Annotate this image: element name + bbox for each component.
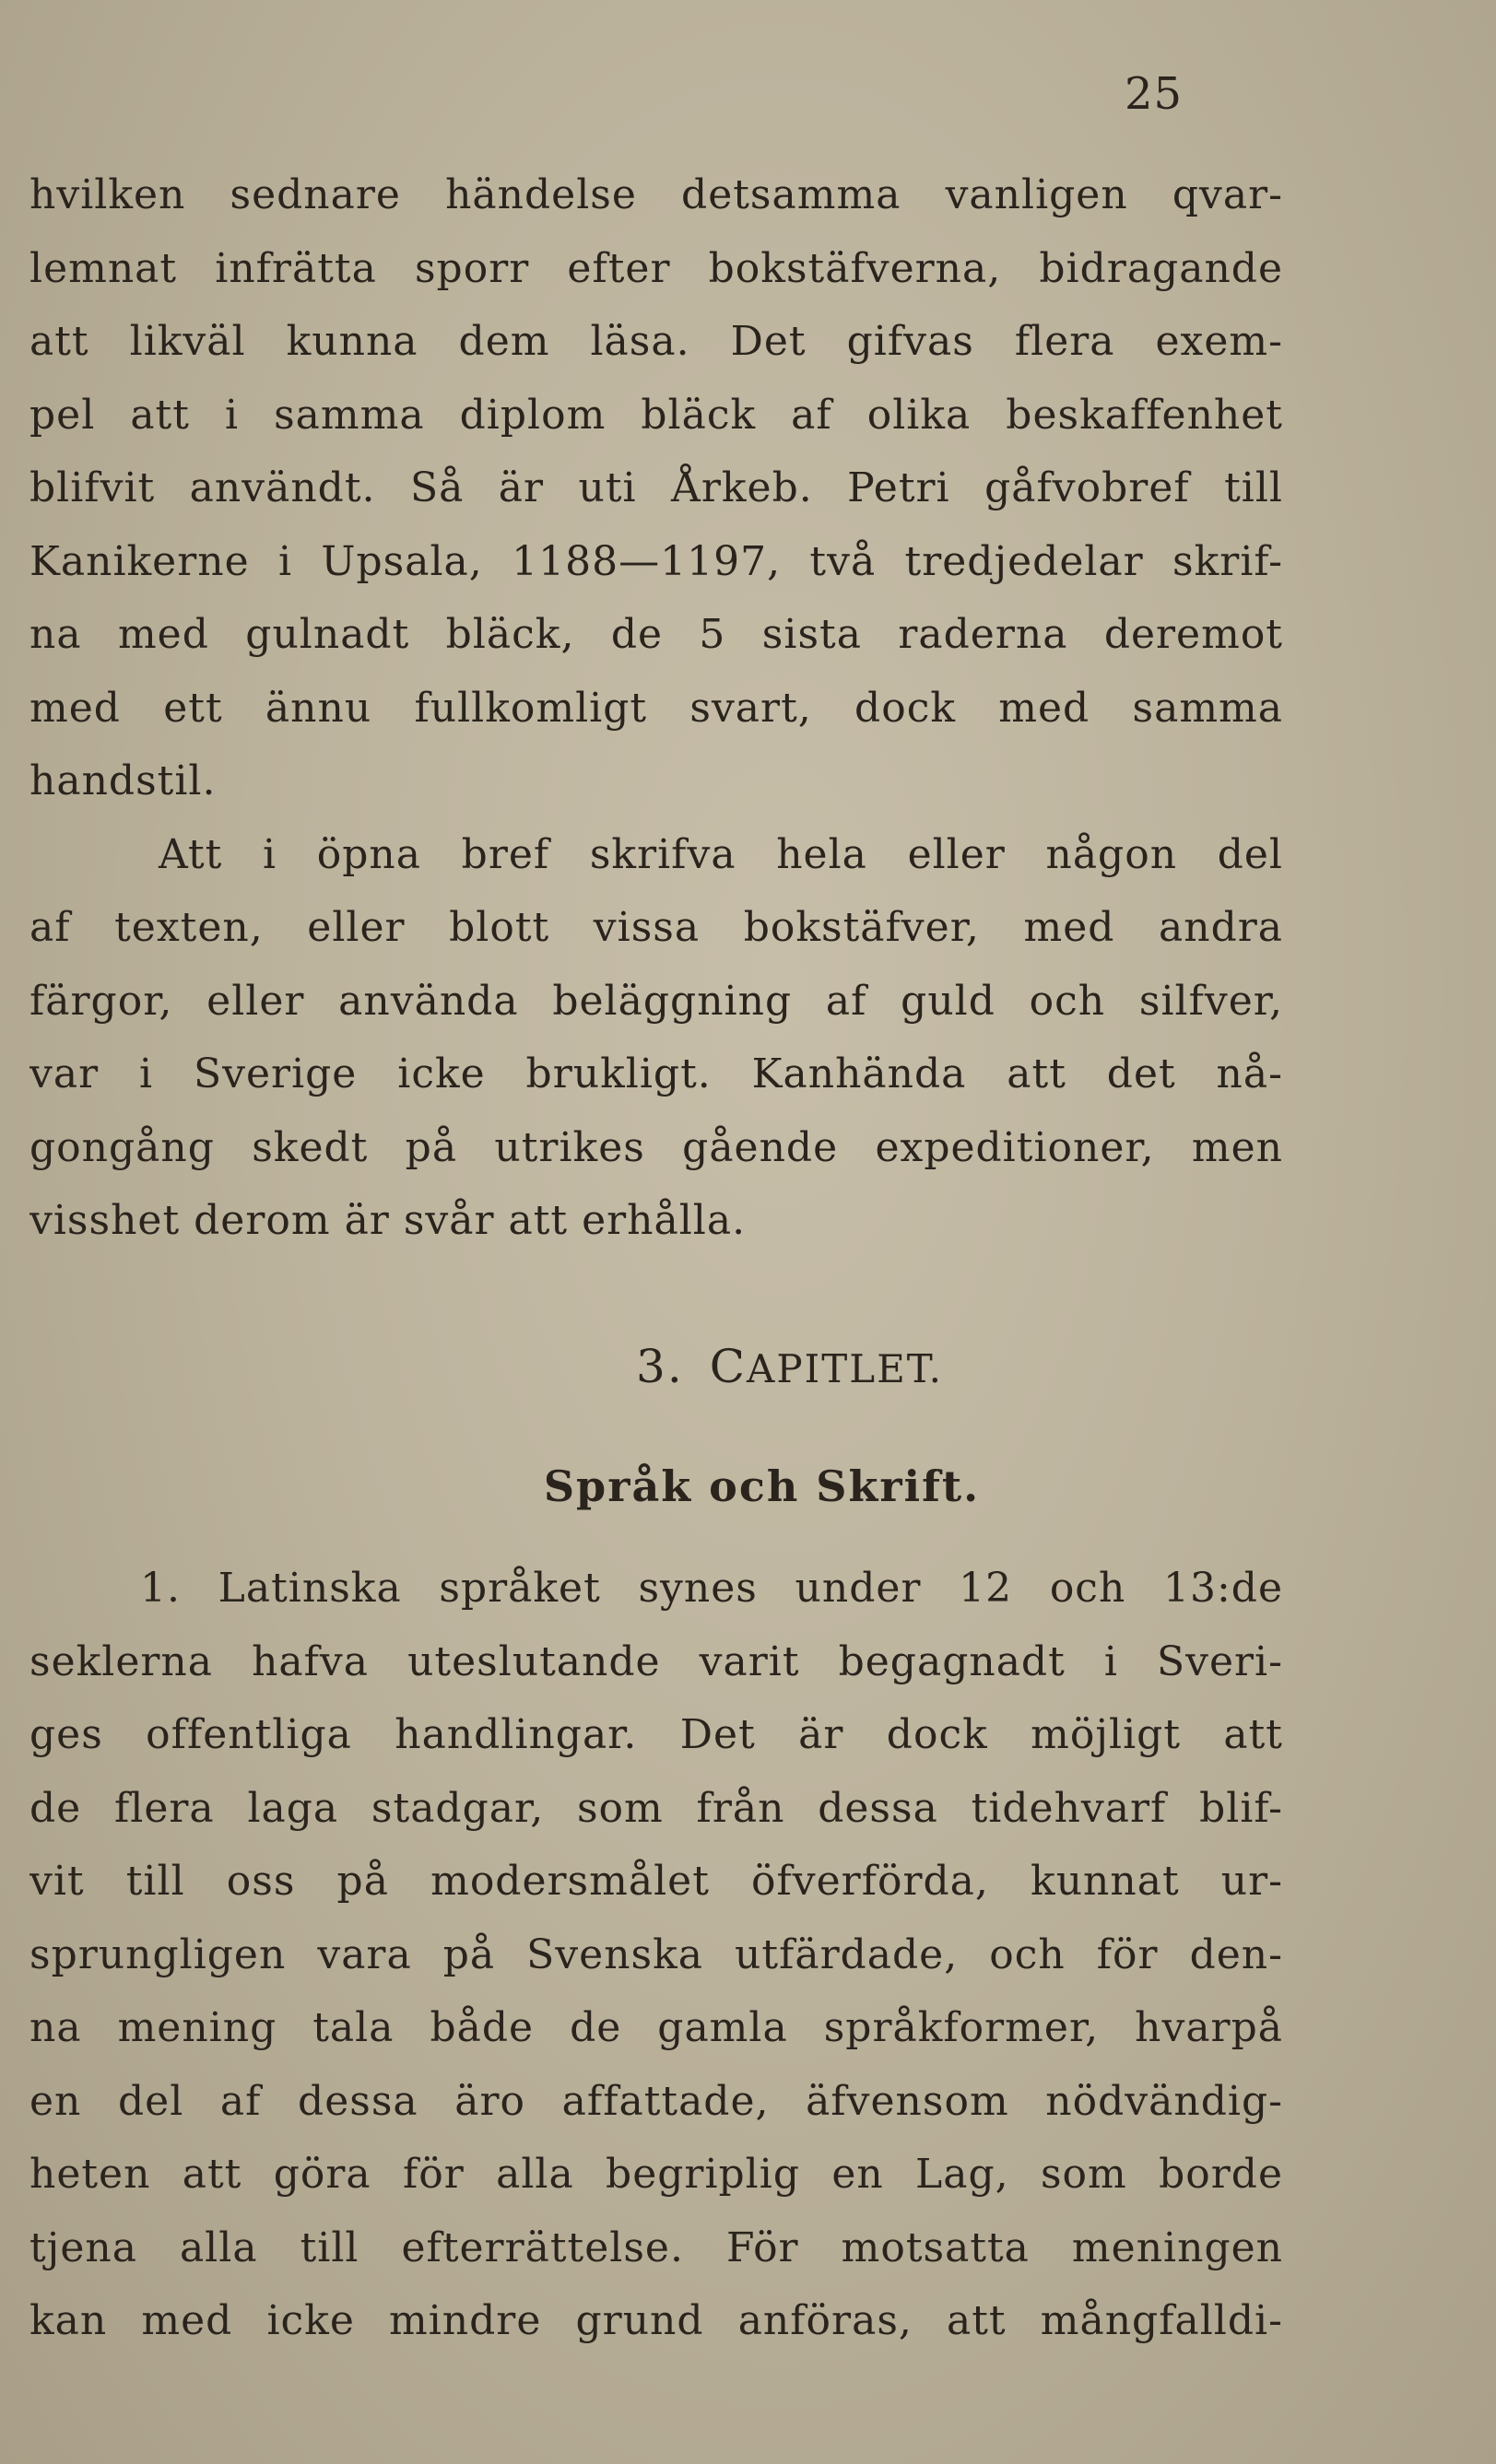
text-line: af texten, eller blott vissa bokstäfver, med andra	[29, 904, 1283, 951]
text-line: blifvit användt. Så är uti Årkeb. Petri gåfvobref till	[29, 464, 1283, 511]
text-line: visshet derom är svår att erhålla.	[29, 1197, 747, 1244]
text-line: pel att i samma diplom bläck af olika beskaffenhet	[29, 391, 1283, 439]
text-line: en del af dessa äro affattade, äfvensom nödvändig-	[29, 2077, 1283, 2125]
text-line: heten att göra för alla begriplig en Lag, som borde	[29, 2151, 1283, 2198]
text-line: var i Sverige icke brukligt. Kanhända att det nå-	[29, 1050, 1283, 1097]
chapter-heading	[0, 1340, 1496, 1393]
text-block-bottom	[29, 1552, 1283, 2358]
chapter-title-rest: APITLET.	[747, 1346, 943, 1391]
text-line: färgor, eller använda beläggning af guld och silfver,	[29, 977, 1283, 1025]
text-block-top	[29, 158, 1283, 1258]
text-line: med ett ännu fullkomligt svart, dock med samma	[29, 684, 1283, 732]
text-line: gongång skedt på utrikes gående expeditioner, men	[29, 1123, 1283, 1171]
text-line: na mening tala både de gamla språkformer, hvarpå	[29, 2004, 1283, 2051]
text-line: seklerna hafva uteslutande varit begagnadt i Sveri-	[29, 1637, 1283, 1685]
text-line: ges offentliga handlingar. Det är dock möjligt att	[29, 1711, 1283, 1758]
text-line: sprungligen vara på Svenska utfärdade, och för den-	[29, 1930, 1283, 1978]
text-line: tjena alla till efterrättelse. För motsatta meningen	[29, 2223, 1283, 2271]
chapter-title-initial: C	[709, 1340, 748, 1393]
section-title: Språk och Skrift.	[543, 1461, 981, 1511]
text-line: Att i öpna bref skrifva hela eller någon del	[159, 830, 1283, 878]
text-line: de flera laga stadgar, som från dessa tidehvarf blif-	[29, 1784, 1283, 1832]
text-line: 1. Latinska språket synes under 12 och 13:de	[140, 1565, 1283, 1612]
chapter-number: 3.	[636, 1340, 684, 1393]
text-line: na med gulnadt bläck, de 5 sista raderna deremot	[29, 611, 1283, 658]
text-line: att likväl kunna dem läsa. Det gifvas flera exem-	[29, 318, 1283, 365]
text-line: handstil.	[29, 757, 217, 804]
text-line: kan med icke mindre grund anföras, att mångfalldi-	[29, 2297, 1283, 2344]
text-line: Kanikerne i Upsala, 1188—1197, två tredjedelar skrif-	[29, 537, 1283, 585]
text-line: lemnat infrätta sporr efter bokstäfverna, bidragande	[29, 244, 1283, 292]
text-line: hvilken sednare händelse detsamma vanligen qvar-	[29, 171, 1283, 218]
text-line: vit till oss på modersmålet öfverförda, kunnat ur-	[29, 1858, 1283, 1905]
page-number: 25	[1125, 68, 1184, 120]
